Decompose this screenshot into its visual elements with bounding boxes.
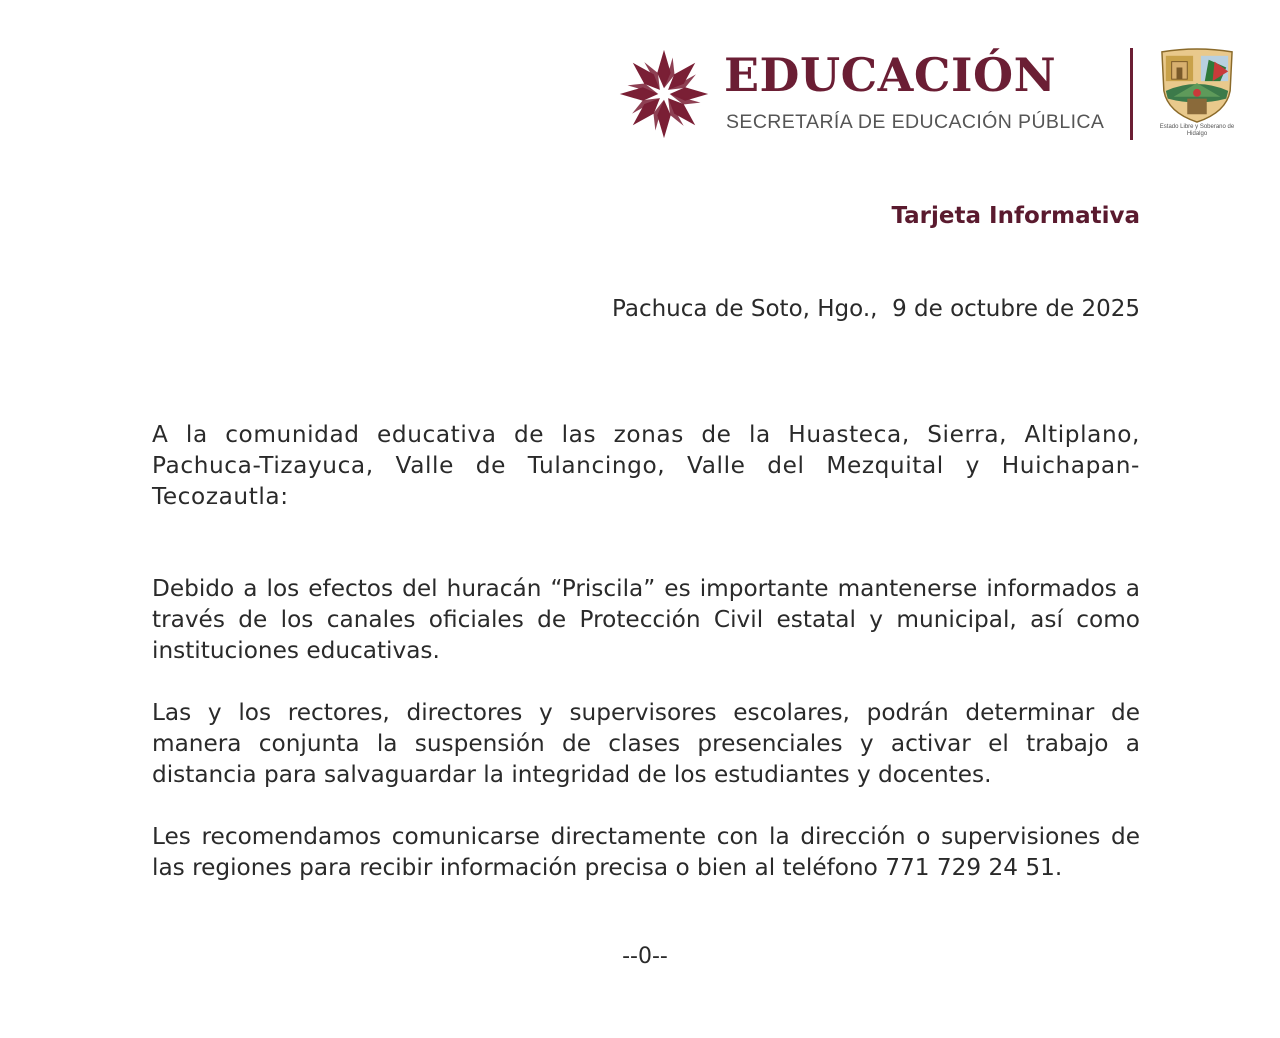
body-paragraph: Las y los rectores, directores y supervisores escolares, podrán determinar de manera conjunta la suspensión de clases presenciales y activar el trabajo a distancia para salvaguardar la integridad de los estudiantes y docentes. [152, 699, 1140, 788]
letterhead [0, 0, 1280, 160]
place-date: Pachuca de Soto, Hgo., 9 de octubre de 2025 [612, 296, 1140, 322]
closing-mark: --0-- [622, 944, 668, 969]
document-type: Tarjeta Informativa [891, 203, 1140, 229]
crest-caption: Estado Libre y Soberano de Hidalgo [1159, 124, 1235, 137]
star-logo-icon [616, 46, 712, 142]
body-paragraph: Debido a los efectos del huracán “Priscila” es importante mantenerse informados a través de los canales oficiales de Protección Civil estatal y municipal, así como instituciones educativas. [152, 575, 1140, 664]
hidalgo-coat-of-arms-icon [1158, 48, 1236, 124]
brand-title: EDUCACIÓN [724, 48, 1057, 102]
header-divider [1130, 48, 1133, 140]
brand-subtitle: SECRETARÍA DE EDUCACIÓN PÚBLICA [726, 111, 1105, 133]
greeting-paragraph: A la comunidad educativa de las zonas de la Huasteca, Sierra, Altiplano, Pachuca-Tizayuca, Valle de Tulancingo, Valle del Mezquital y Huichapan-Tecozautla: [152, 421, 1140, 510]
body-paragraph: Les recomendamos comunicarse directamente con la dirección o supervisiones de las regiones para recibir información precisa o bien al teléfono 771 729 24 51. [152, 823, 1140, 881]
